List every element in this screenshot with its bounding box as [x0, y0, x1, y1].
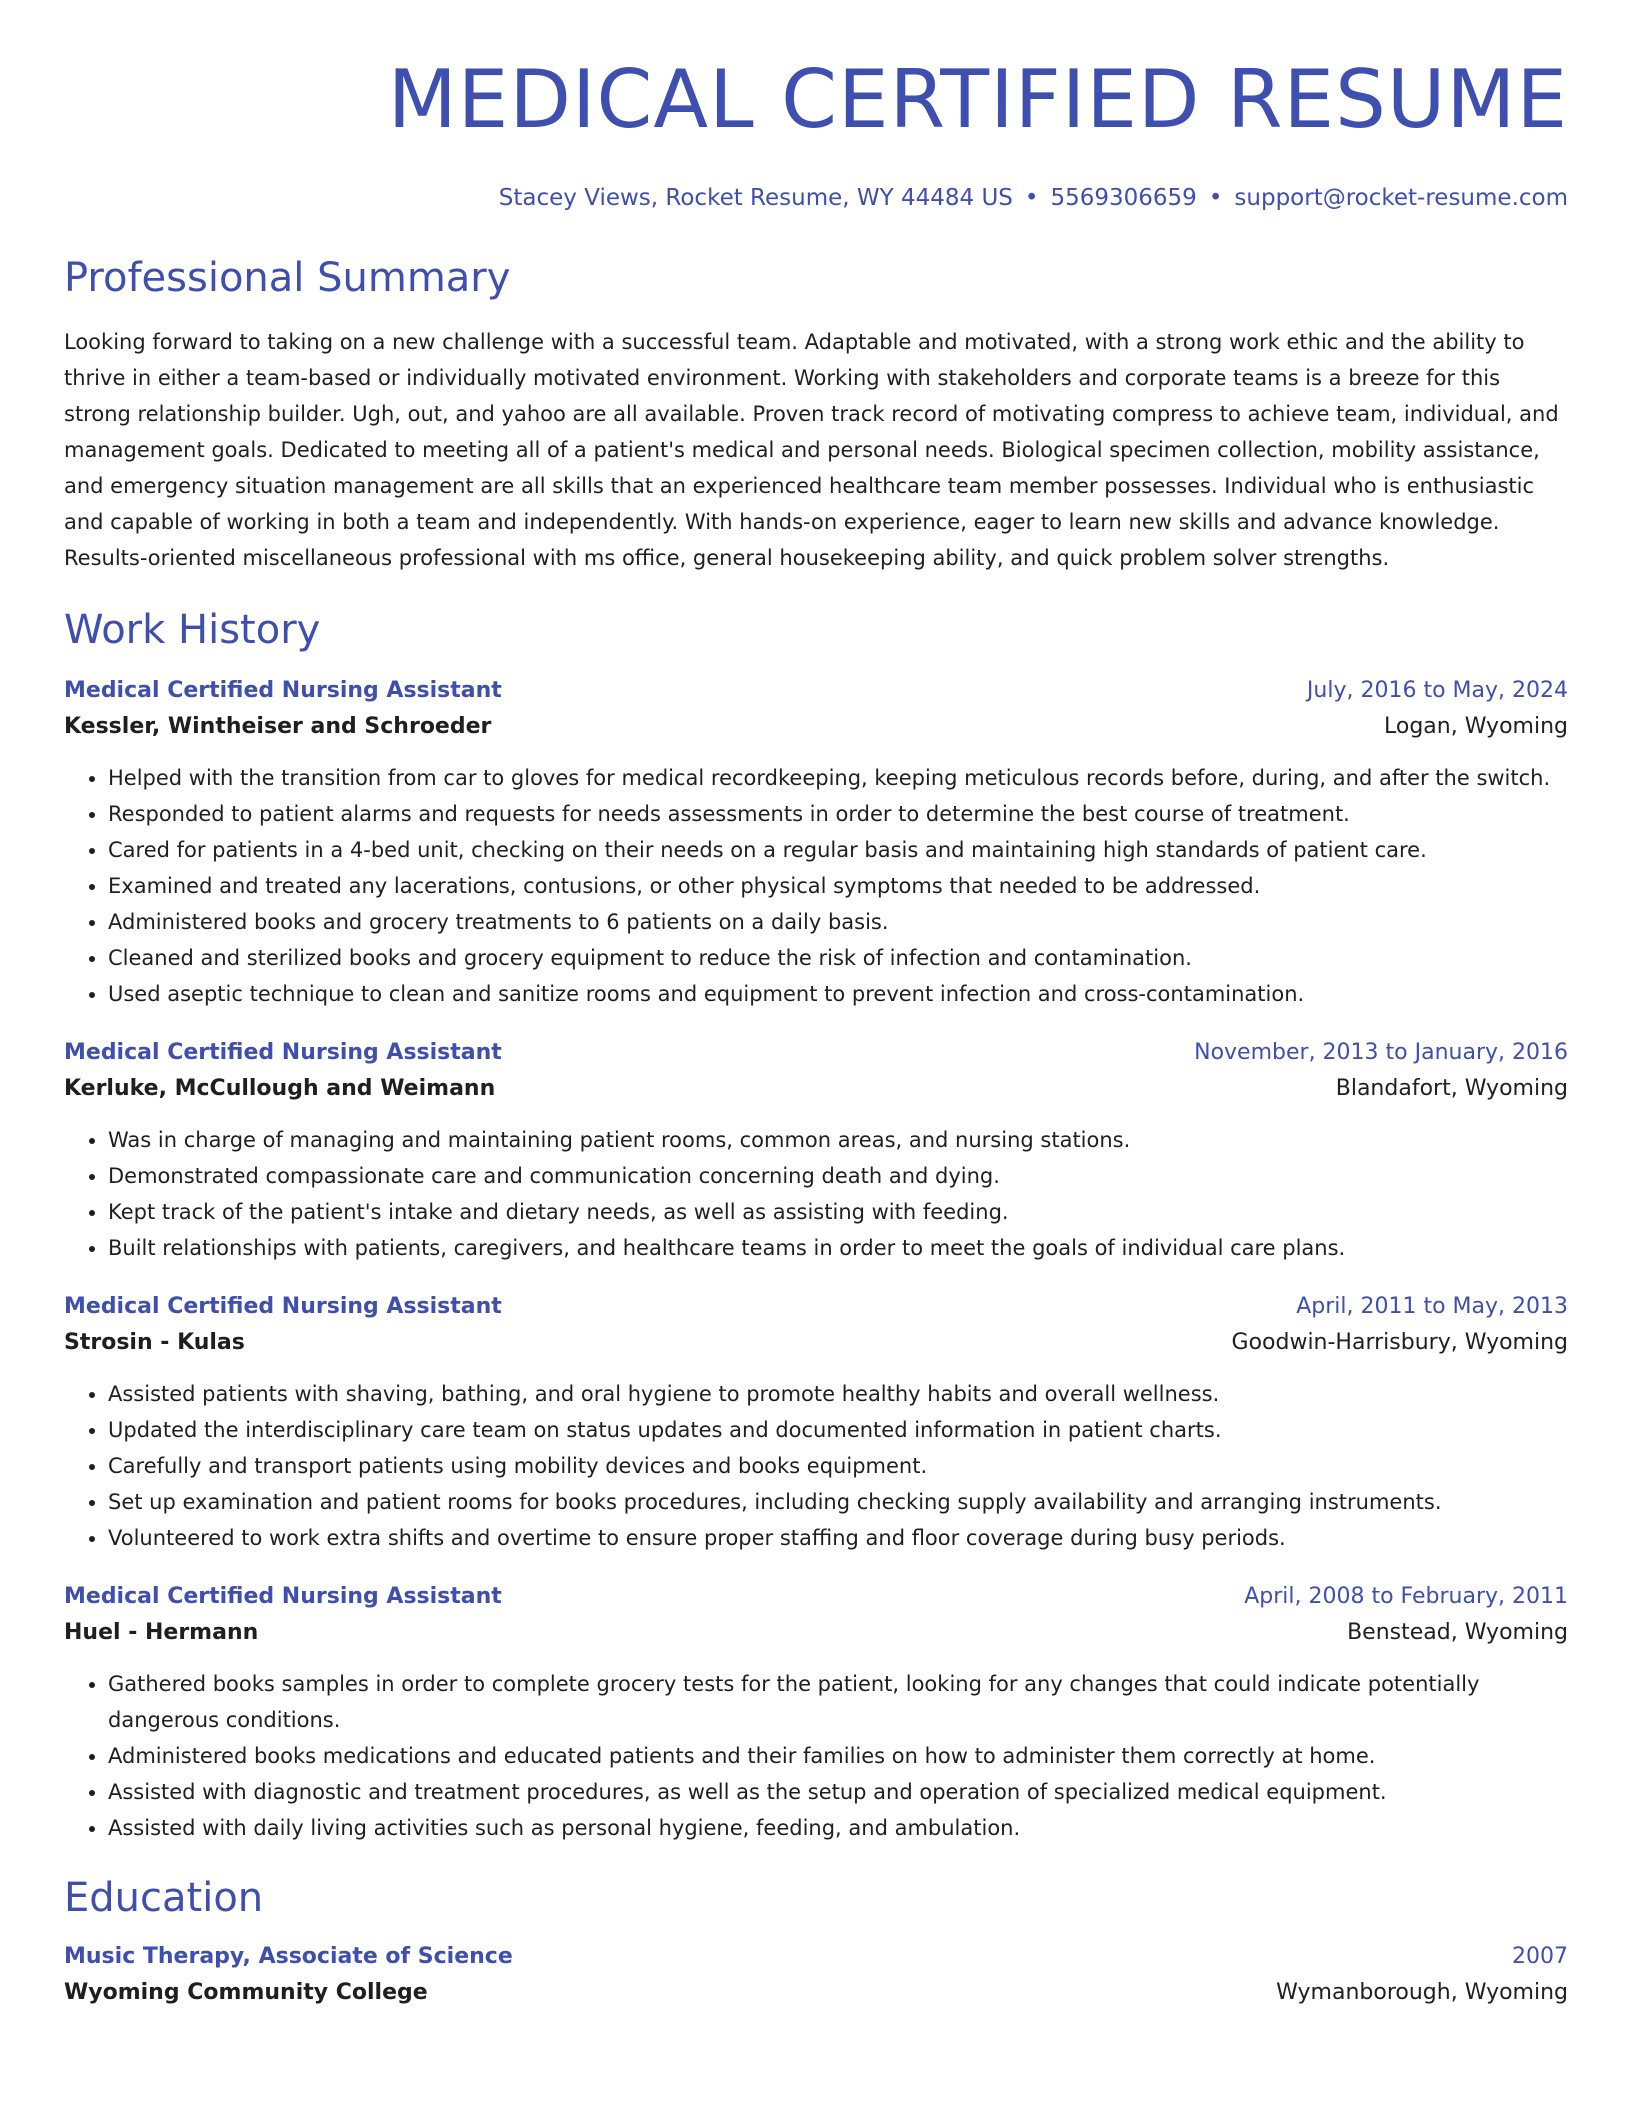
contact-separator: • — [1208, 185, 1223, 211]
resume-header — [64, 0, 1568, 212]
summary-heading: Professional Summary — [64, 255, 511, 301]
education-location: Wymanborough, Wyoming — [1276, 1980, 1568, 2005]
work-history-heading: Work History — [64, 607, 321, 653]
job-bullet: • Used aseptic technique to clean and sanitize rooms and equipment to prevent infection and cross-contamination. — [108, 976, 1568, 1012]
job-company-row — [64, 1070, 1568, 1108]
job-entry — [64, 674, 1568, 1012]
education-list — [64, 1940, 1568, 2012]
job-location: Goodwin-Harrisbury, Wyoming — [1231, 1330, 1568, 1355]
job-bullet: • Assisted with daily living activities such as personal hygiene, feeding, and ambulation. — [108, 1810, 1568, 1846]
job-location: Benstead, Wyoming — [1347, 1620, 1568, 1645]
job-company: Kessler, Wintheiser and Schroeder — [64, 714, 492, 739]
job-header-row — [64, 1580, 1568, 1614]
job-company-row — [64, 1324, 1568, 1362]
job-bullets — [64, 1666, 1568, 1846]
job-bullet: • Carefully and transport patients using mobility devices and books equipment. — [108, 1448, 1568, 1484]
contact-phone: 5569306659 — [1050, 185, 1197, 211]
job-bullet: • Cared for patients in a 4-bed unit, checking on their needs on a regular basis and maintaining high standards of patient care. — [108, 832, 1568, 868]
job-company: Strosin - Kulas — [64, 1330, 245, 1355]
job-title: Medical Certified Nursing Assistant — [64, 1040, 502, 1065]
job-title: Medical Certified Nursing Assistant — [64, 678, 502, 703]
resume-title: MEDICAL CERTIFIED RESUME — [387, 53, 1568, 146]
education-degree: Music Therapy, Associate of Science — [64, 1944, 513, 1969]
job-dates: July, 2016 to May, 2024 — [1306, 678, 1568, 703]
job-bullet: • Cleaned and sterilized books and grocery equipment to reduce the risk of infection and contamination. — [108, 940, 1568, 976]
contact-address: Stacey Views, Rocket Resume, WY 44484 US — [498, 185, 1013, 211]
education-year: 2007 — [1512, 1944, 1568, 1969]
job-entry — [64, 1036, 1568, 1266]
job-entry — [64, 1580, 1568, 1846]
job-company: Huel - Hermann — [64, 1620, 259, 1645]
job-bullets — [64, 1376, 1568, 1556]
job-company-row — [64, 708, 1568, 746]
education-entry — [64, 1940, 1568, 2012]
job-bullets — [64, 1122, 1568, 1266]
job-company: Kerluke, McCullough and Weimann — [64, 1076, 496, 1101]
job-header-row — [64, 1036, 1568, 1070]
job-dates: April, 2011 to May, 2013 — [1296, 1294, 1568, 1319]
contact-line — [64, 184, 1568, 212]
job-entry — [64, 1290, 1568, 1556]
job-bullet: • Helped with the transition from car to gloves for medical recordkeeping, keeping meticulous records before, during, and after the switch. — [108, 760, 1568, 796]
job-company-row — [64, 1614, 1568, 1652]
education-school: Wyoming Community College — [64, 1980, 428, 2005]
education-header-row — [64, 1940, 1568, 1974]
job-location: Logan, Wyoming — [1383, 714, 1568, 739]
job-bullet: • Assisted patients with shaving, bathing, and oral hygiene to promote healthy habits and overall wellness. — [108, 1376, 1568, 1412]
job-bullet: • Volunteered to work extra shifts and overtime to ensure proper staffing and floor coverage during busy periods. — [108, 1520, 1568, 1556]
job-bullet: • Examined and treated any lacerations, contusions, or other physical symptoms that needed to be addressed. — [108, 868, 1568, 904]
contact-separator: • — [1024, 185, 1039, 211]
job-bullet: • Built relationships with patients, caregivers, and healthcare teams in order to meet the goals of individual care plans. — [108, 1230, 1568, 1266]
job-dates: November, 2013 to January, 2016 — [1194, 1040, 1568, 1065]
job-location: Blandafort, Wyoming — [1335, 1076, 1568, 1101]
education-school-row — [64, 1974, 1568, 2012]
job-bullet: • Responded to patient alarms and requests for needs assessments in order to determine the best course of treatment. — [108, 796, 1568, 832]
job-bullet: • Demonstrated compassionate care and communication concerning death and dying. — [108, 1158, 1568, 1194]
job-title: Medical Certified Nursing Assistant — [64, 1294, 502, 1319]
education-heading: Education — [64, 1875, 264, 1921]
job-bullets — [64, 760, 1568, 1012]
job-bullet: • Assisted with diagnostic and treatment procedures, as well as the setup and operation of specialized medical equipment. — [108, 1774, 1568, 1810]
contact-email: support@rocket-resume.com — [1234, 185, 1568, 211]
job-title: Medical Certified Nursing Assistant — [64, 1584, 502, 1609]
work-history-list — [64, 674, 1568, 1846]
job-header-row — [64, 1290, 1568, 1324]
job-dates: April, 2008 to February, 2011 — [1244, 1584, 1568, 1609]
job-bullet: • Administered books medications and educated patients and their families on how to administer them correctly at home. — [108, 1738, 1568, 1774]
job-bullet: • Kept track of the patient's intake and dietary needs, as well as assisting with feeding. — [108, 1194, 1568, 1230]
job-bullet: • Updated the interdisciplinary care team on status updates and documented information in patient charts. — [108, 1412, 1568, 1448]
job-bullet: • Administered books and grocery treatments to 6 patients on a daily basis. — [108, 904, 1568, 940]
job-bullet: • Gathered books samples in order to complete grocery tests for the patient, looking for any changes that could indicate potentially dangerous conditions. — [108, 1666, 1568, 1738]
summary-text: Looking forward to taking on a new challenge with a successful team. Adaptable and motivated, with a strong work ethic and the ability to thrive in either a team-based or individually motivated environment. Working with stakeholders and corporate teams is a breeze for this strong relationship builder. Ugh, out, and yahoo are all available. Proven track record of motivating compress to achieve team, individual, and management goals. Dedicated to meeting all of a patient's medical and personal needs. Biological specimen collection, mobility assistance, and emergency situation management are all skills that an experienced healthcare team member possesses. Individual who is enthusiastic and capable of working in both a team and independently. With hands-on experience, eager to learn new skills and advance knowledge. Results-oriented miscellaneous professional with ms office, general housekeeping ability, and quick problem solver strengths. — [64, 330, 1559, 570]
job-bullet: • Set up examination and patient rooms for books procedures, including checking supply availability and arranging instruments. — [108, 1484, 1568, 1520]
job-header-row — [64, 674, 1568, 708]
job-bullet: • Was in charge of managing and maintaining patient rooms, common areas, and nursing stations. — [108, 1122, 1568, 1158]
